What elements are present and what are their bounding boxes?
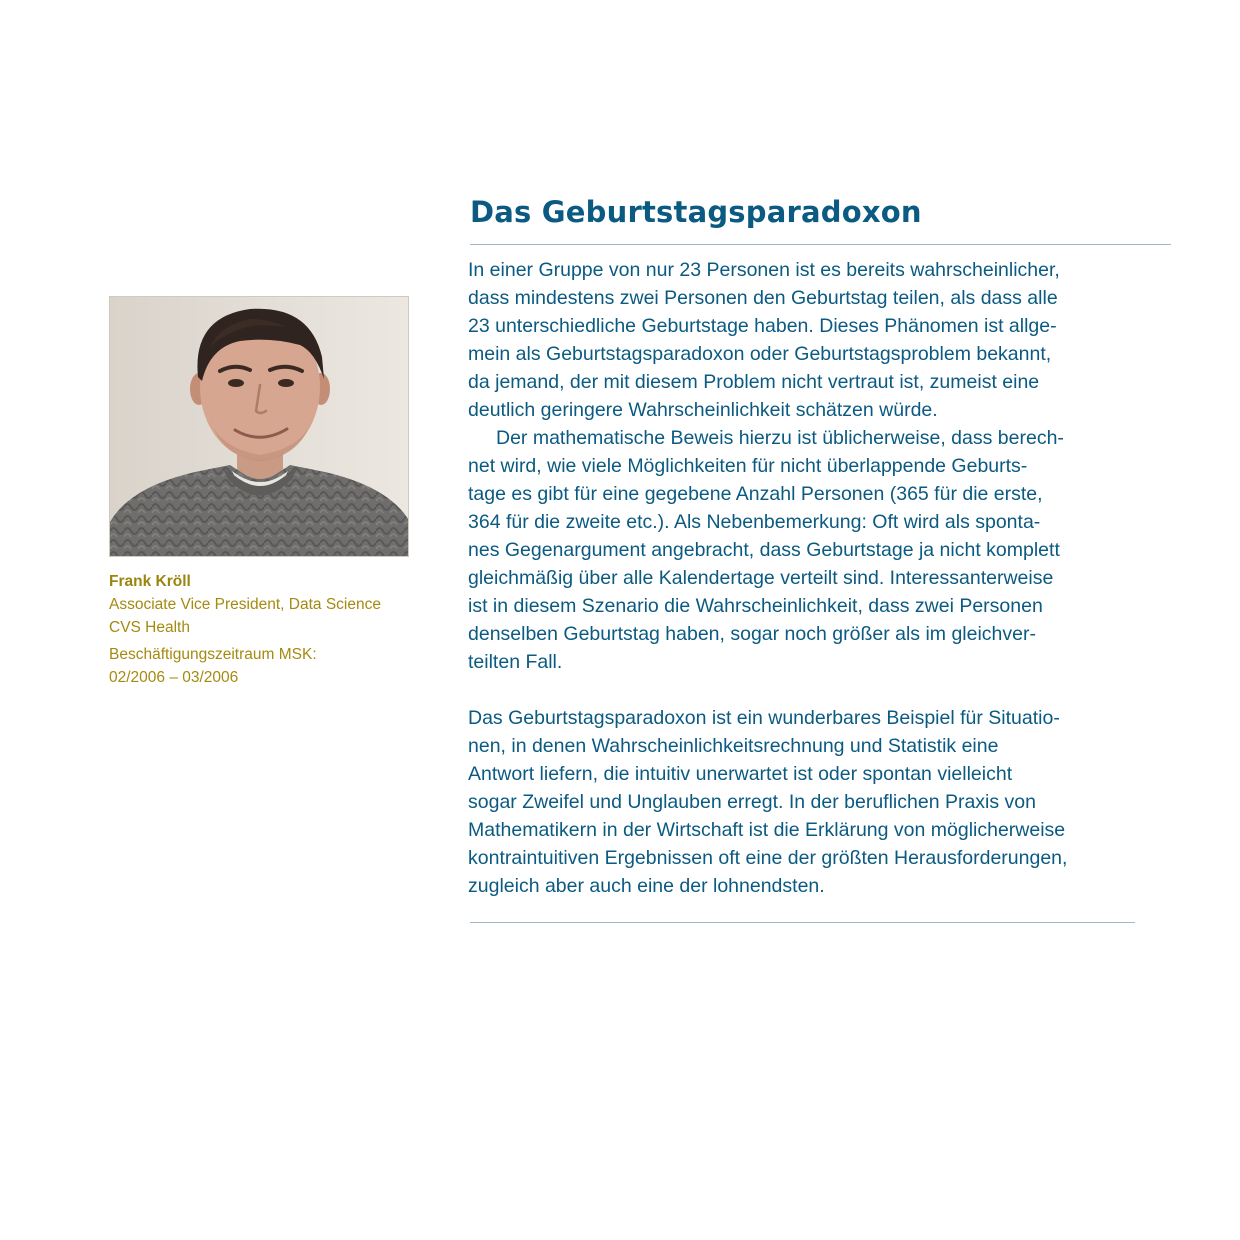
portrait-illustration bbox=[110, 297, 409, 557]
profile-name: Frank Kröll bbox=[109, 573, 191, 590]
text-line: da jemand, der mit diesem Problem nicht vertraut ist, zumeist eine bbox=[468, 371, 1040, 393]
text-line: kontraintuitiven Ergebnissen oft eine der größten Herausforderungen, bbox=[468, 847, 1068, 869]
closing-divider bbox=[470, 922, 1135, 923]
text-line: net wird, wie viele Möglichkeiten für nicht überlappende Geburts- bbox=[468, 455, 1028, 477]
text-line: Antwort liefern, die intuitiv unerwartet ist oder spontan vielleicht bbox=[468, 763, 1013, 785]
profile-company: CVS Health bbox=[109, 619, 190, 636]
paragraph-3 bbox=[468, 704, 1168, 900]
text-line: nen, in denen Wahrscheinlichkeitsrechnung und Statistik eine bbox=[468, 735, 999, 757]
text-line: mein als Geburtstagsparadoxon oder Geburtstagsproblem bekannt, bbox=[468, 343, 1052, 365]
profile-caption bbox=[109, 570, 429, 689]
text-line: sogar Zweifel und Unglauben erregt. In der beruflichen Praxis von bbox=[468, 791, 1036, 813]
text-line: In einer Gruppe von nur 23 Personen ist es bereits wahrscheinlicher, bbox=[468, 259, 1060, 281]
text-line: tage es gibt für eine gegebene Anzahl Personen (365 für die erste, bbox=[468, 483, 1043, 505]
text-line: Der mathematische Beweis hierzu ist üblicherweise, dass berech- bbox=[496, 427, 1064, 449]
text-line: 23 unterschiedliche Geburtstage haben. Dieses Phänomen ist allge- bbox=[468, 315, 1057, 337]
text-line: teilten Fall. bbox=[468, 651, 563, 673]
text-line: denselben Geburtstag haben, sogar noch größer als im gleichver- bbox=[468, 623, 1036, 645]
text-line: deutlich geringere Wahrscheinlichkeit schätzen würde. bbox=[468, 399, 938, 421]
paragraph-2 bbox=[468, 424, 1168, 676]
paragraph-spacer bbox=[468, 676, 1168, 704]
text-line: 364 für die zweite etc.). Als Nebenbemerkung: Oft wird als sponta- bbox=[468, 511, 1041, 533]
text-line: gleichmäßig über alle Kalendertage verteilt sind. Interessanterweise bbox=[468, 567, 1054, 589]
text-line: zugleich aber auch eine der lohnendsten. bbox=[468, 875, 825, 897]
profile-photo bbox=[109, 296, 409, 557]
profile-role: Associate Vice President, Data Science bbox=[109, 596, 381, 613]
employment-period-label: Beschäftigungszeitraum MSK: bbox=[109, 646, 317, 663]
article-body bbox=[468, 256, 1168, 900]
text-line: Mathematikern in der Wirtschaft ist die Erklärung von möglicherweise bbox=[468, 819, 1066, 841]
text-line: Das Geburtstagsparadoxon ist ein wunderbares Beispiel für Situatio- bbox=[468, 707, 1060, 729]
text-line: dass mindestens zwei Personen den Geburtstag teilen, als dass alle bbox=[468, 287, 1058, 309]
paragraph-1 bbox=[468, 256, 1168, 424]
article-title: Das Geburtstagsparadoxon bbox=[470, 195, 922, 229]
title-divider bbox=[470, 244, 1171, 245]
text-line: nes Gegenargument angebracht, dass Geburtstage ja nicht komplett bbox=[468, 539, 1060, 561]
employment-period: 02/2006 – 03/2006 bbox=[109, 669, 239, 686]
text-line: ist in diesem Szenario die Wahrscheinlichkeit, dass zwei Personen bbox=[468, 595, 1043, 617]
